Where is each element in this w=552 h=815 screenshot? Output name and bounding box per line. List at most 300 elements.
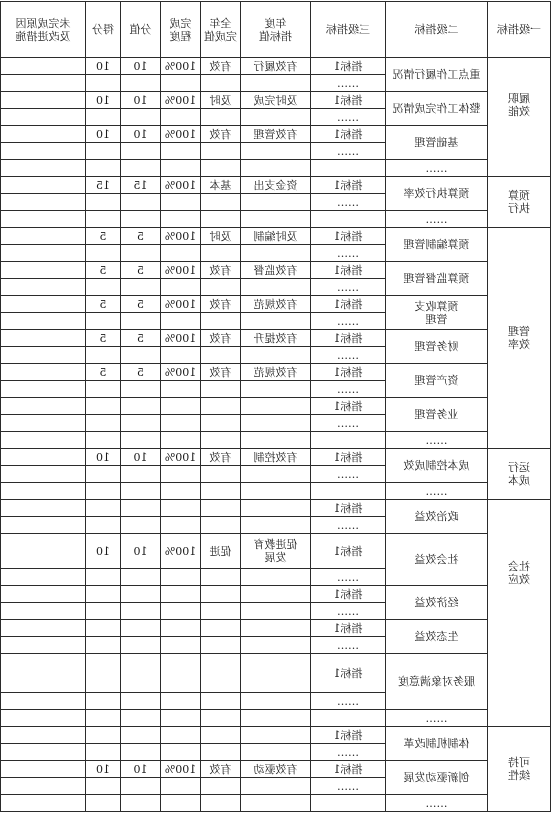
weight-cell: 10 xyxy=(121,92,161,109)
annual-target-cell xyxy=(241,569,311,586)
reason-cell xyxy=(1,795,86,812)
score-cell xyxy=(86,517,121,534)
weight-cell xyxy=(121,466,161,483)
score-cell xyxy=(86,637,121,654)
annual-target-cell: 有效控制 xyxy=(241,449,311,466)
reason-cell xyxy=(1,603,86,620)
annual-actual-cell xyxy=(201,483,241,500)
score-cell xyxy=(86,466,121,483)
weight-cell xyxy=(121,194,161,211)
annual-actual-cell: 及时 xyxy=(201,92,241,109)
score-cell xyxy=(86,75,121,92)
weight-cell xyxy=(121,432,161,449)
annual-target-cell xyxy=(241,693,311,710)
annual-actual-cell xyxy=(201,432,241,449)
level3-indicator-header: 三级指标 xyxy=(311,2,386,58)
level2-indicator-cell: 创新驱动发展 xyxy=(386,761,488,795)
reason-cell xyxy=(1,432,86,449)
annual-actual-cell: 及时 xyxy=(201,228,241,245)
completion-rate-cell xyxy=(161,727,201,744)
level3-indicator-cell xyxy=(311,211,386,228)
weight-header: 分值 xyxy=(121,2,161,58)
reason-cell xyxy=(1,483,86,500)
weight-cell: 5 xyxy=(121,228,161,245)
level2-indicator-cell: 体制机制改革 xyxy=(386,727,488,761)
annual-actual-cell xyxy=(201,415,241,432)
weight-cell xyxy=(121,483,161,500)
level2-indicator-cell: 成本控制成效 xyxy=(386,449,488,483)
score-cell: 5 xyxy=(86,228,121,245)
level3-indicator-cell: 指标1 xyxy=(311,177,386,194)
level2-indicator-cell: 预算执行效率 xyxy=(386,177,488,211)
annual-actual-cell xyxy=(201,109,241,126)
reason-cell xyxy=(1,569,86,586)
annual-target-cell xyxy=(241,143,311,160)
level1-indicator-cell: 履职 效能 xyxy=(488,58,551,177)
reason-cell xyxy=(1,466,86,483)
level3-indicator-cell: …… xyxy=(311,347,386,364)
completion-rate-cell: 100% xyxy=(161,262,201,279)
weight-cell xyxy=(121,603,161,620)
annual-actual-cell xyxy=(201,637,241,654)
level3-indicator-cell: …… xyxy=(311,194,386,211)
level2-indicator-cell: 整体工作完成情况 xyxy=(386,92,488,126)
annual-actual-cell xyxy=(201,398,241,415)
annual-actual-header: 全年 完成值 xyxy=(201,2,241,58)
table-row xyxy=(1,330,551,347)
level2-indicator-cell: 预算编制管理 xyxy=(386,228,488,262)
level3-indicator-cell: 指标1 xyxy=(311,761,386,778)
completion-rate-cell xyxy=(161,313,201,330)
reason-cell xyxy=(1,727,86,744)
annual-target-cell: 有效规范 xyxy=(241,364,311,381)
reason-cell xyxy=(1,160,86,177)
completion-rate-cell: 100% xyxy=(161,177,201,194)
weight-cell: 10 xyxy=(121,449,161,466)
level3-indicator-cell: 指标1 xyxy=(311,620,386,637)
level3-indicator-cell: …… xyxy=(311,381,386,398)
table-row xyxy=(1,483,551,500)
annual-actual-cell xyxy=(201,778,241,795)
completion-rate-cell xyxy=(161,654,201,693)
completion-rate-cell xyxy=(161,347,201,364)
weight-cell xyxy=(121,744,161,761)
weight-cell: 5 xyxy=(121,364,161,381)
annual-actual-cell: 有效 xyxy=(201,262,241,279)
level3-indicator-cell: 指标1 xyxy=(311,364,386,381)
annual-actual-cell xyxy=(201,160,241,177)
level3-indicator-cell: …… xyxy=(311,744,386,761)
level3-indicator-cell: 指标1 xyxy=(311,500,386,517)
table-row xyxy=(1,620,551,637)
weight-cell xyxy=(121,654,161,693)
completion-rate-cell: 100% xyxy=(161,761,201,778)
reason-cell xyxy=(1,620,86,637)
level2-indicator-cell: …… xyxy=(386,160,488,177)
annual-target-header: 年度 指标值 xyxy=(241,2,311,58)
reason-cell xyxy=(1,347,86,364)
level2-indicator-cell: 政治效益 xyxy=(386,500,488,534)
reason-cell xyxy=(1,262,86,279)
annual-actual-cell: 有效 xyxy=(201,330,241,347)
completion-rate-cell xyxy=(161,279,201,296)
level2-indicator-cell: 基础管理 xyxy=(386,126,488,160)
completion-rate-cell: 100% xyxy=(161,92,201,109)
annual-target-cell xyxy=(241,347,311,364)
reason-cell xyxy=(1,500,86,517)
weight-cell: 10 xyxy=(121,58,161,75)
score-cell: 10 xyxy=(86,92,121,109)
reason-cell xyxy=(1,211,86,228)
table-row xyxy=(1,449,551,466)
level3-indicator-cell: …… xyxy=(311,693,386,710)
weight-cell: 10 xyxy=(121,534,161,569)
reason-cell xyxy=(1,637,86,654)
annual-actual-cell xyxy=(201,75,241,92)
reason-cell xyxy=(1,279,86,296)
annual-target-cell: 及时编制 xyxy=(241,228,311,245)
completion-rate-cell xyxy=(161,143,201,160)
level3-indicator-cell: …… xyxy=(311,517,386,534)
table-row xyxy=(1,126,551,143)
annual-target-cell xyxy=(241,466,311,483)
score-cell: 10 xyxy=(86,761,121,778)
weight-cell xyxy=(121,795,161,812)
weight-cell xyxy=(121,586,161,603)
level2-indicator-cell: …… xyxy=(386,483,488,500)
annual-actual-cell: 有效 xyxy=(201,761,241,778)
score-cell xyxy=(86,415,121,432)
annual-actual-cell: 有效 xyxy=(201,126,241,143)
table-row xyxy=(1,58,551,75)
level3-indicator-cell: 指标1 xyxy=(311,398,386,415)
level3-indicator-cell xyxy=(311,795,386,812)
completion-rate-cell xyxy=(161,603,201,620)
table-row xyxy=(1,160,551,177)
annual-target-cell xyxy=(241,620,311,637)
annual-target-cell: 有效管理 xyxy=(241,126,311,143)
level3-indicator-cell: 指标1 xyxy=(311,330,386,347)
table-row xyxy=(1,586,551,603)
annual-target-cell xyxy=(241,313,311,330)
annual-target-cell xyxy=(241,415,311,432)
annual-target-cell: 有效履行 xyxy=(241,58,311,75)
level1-indicator-cell: 社会 效应 xyxy=(488,500,551,727)
score-cell xyxy=(86,654,121,693)
annual-actual-cell xyxy=(201,586,241,603)
level3-indicator-cell: 指标1 xyxy=(311,92,386,109)
annual-target-cell xyxy=(241,483,311,500)
annual-actual-cell xyxy=(201,194,241,211)
table-row xyxy=(1,500,551,517)
score-cell xyxy=(86,313,121,330)
score-cell xyxy=(86,710,121,727)
reason-cell xyxy=(1,744,86,761)
reason-cell xyxy=(1,296,86,313)
completion-rate-cell xyxy=(161,245,201,262)
annual-target-cell xyxy=(241,795,311,812)
score-cell xyxy=(86,744,121,761)
annual-target-cell xyxy=(241,279,311,296)
level1-indicator-cell: 可持 续性 xyxy=(488,727,551,812)
table-row xyxy=(1,432,551,449)
completion-rate-cell xyxy=(161,75,201,92)
score-cell xyxy=(86,245,121,262)
annual-target-cell xyxy=(241,381,311,398)
weight-cell: 5 xyxy=(121,330,161,347)
reason-cell xyxy=(1,517,86,534)
level3-indicator-cell: …… xyxy=(311,569,386,586)
level3-indicator-cell: 指标1 xyxy=(311,228,386,245)
completion-rate-cell: 100% xyxy=(161,296,201,313)
level3-indicator-cell xyxy=(311,710,386,727)
score-cell xyxy=(86,778,121,795)
annual-actual-cell xyxy=(201,279,241,296)
weight-cell xyxy=(121,710,161,727)
annual-actual-cell xyxy=(201,381,241,398)
score-header: 得分 xyxy=(86,2,121,58)
annual-target-cell xyxy=(241,727,311,744)
annual-actual-cell xyxy=(201,143,241,160)
weight-cell xyxy=(121,500,161,517)
annual-actual-cell xyxy=(201,620,241,637)
table-row xyxy=(1,795,551,812)
annual-target-cell xyxy=(241,586,311,603)
level1-indicator-cell: 管理 效率 xyxy=(488,228,551,449)
completion-rate-cell xyxy=(161,620,201,637)
level3-indicator-cell: 指标1 xyxy=(311,727,386,744)
level2-indicator-cell: 重点工作履行情况 xyxy=(386,58,488,92)
reason-cell xyxy=(1,415,86,432)
table-row xyxy=(1,364,551,381)
weight-cell: 15 xyxy=(121,177,161,194)
weight-cell xyxy=(121,620,161,637)
level3-indicator-cell: …… xyxy=(311,109,386,126)
level1-indicator-cell: 运行 成本 xyxy=(488,449,551,500)
table-row xyxy=(1,211,551,228)
reason-cell xyxy=(1,313,86,330)
score-cell xyxy=(86,795,121,812)
score-cell xyxy=(86,279,121,296)
completion-rate-cell xyxy=(161,500,201,517)
score-cell: 10 xyxy=(86,58,121,75)
completion-rate-cell xyxy=(161,194,201,211)
weight-cell xyxy=(121,143,161,160)
weight-cell xyxy=(121,415,161,432)
level3-indicator-cell xyxy=(311,432,386,449)
completion-rate-cell: 100% xyxy=(161,126,201,143)
table-row xyxy=(1,262,551,279)
indicator-table xyxy=(0,1,551,812)
reason-cell xyxy=(1,330,86,347)
annual-actual-cell xyxy=(201,727,241,744)
annual-target-cell xyxy=(241,109,311,126)
reason-cell xyxy=(1,364,86,381)
weight-cell xyxy=(121,245,161,262)
level3-indicator-cell: 指标1 xyxy=(311,586,386,603)
level3-indicator-cell: 指标1 xyxy=(311,58,386,75)
reason-cell xyxy=(1,177,86,194)
level2-indicator-cell: 预算监督管理 xyxy=(386,262,488,296)
annual-actual-cell xyxy=(201,710,241,727)
table-row xyxy=(1,710,551,727)
annual-target-cell xyxy=(241,654,311,693)
level2-indicator-cell: 经济效益 xyxy=(386,586,488,620)
completion-rate-cell xyxy=(161,795,201,812)
level2-indicator-cell: 财务管理 xyxy=(386,330,488,364)
level2-indicator-cell: 预算收支 管理 xyxy=(386,296,488,330)
score-cell: 5 xyxy=(86,296,121,313)
weight-cell xyxy=(121,279,161,296)
annual-actual-cell xyxy=(201,654,241,693)
reason-cell xyxy=(1,710,86,727)
annual-target-cell: 有效提升 xyxy=(241,330,311,347)
completion-rate-cell xyxy=(161,415,201,432)
level3-indicator-cell: …… xyxy=(311,143,386,160)
reason-cell xyxy=(1,778,86,795)
weight-cell: 10 xyxy=(121,126,161,143)
table-row xyxy=(1,92,551,109)
annual-actual-cell: 有效 xyxy=(201,449,241,466)
annual-actual-cell xyxy=(201,603,241,620)
reason-cell xyxy=(1,693,86,710)
completion-rate-cell xyxy=(161,109,201,126)
score-cell: 5 xyxy=(86,330,121,347)
weight-cell xyxy=(121,381,161,398)
score-cell: 5 xyxy=(86,364,121,381)
weight-cell xyxy=(121,211,161,228)
table-row xyxy=(1,534,551,569)
annual-actual-cell xyxy=(201,466,241,483)
score-cell xyxy=(86,160,121,177)
reason-cell xyxy=(1,92,86,109)
completion-rate-cell xyxy=(161,637,201,654)
completion-rate-cell: 100% xyxy=(161,534,201,569)
annual-actual-cell xyxy=(201,795,241,812)
level3-indicator-cell: 指标1 xyxy=(311,126,386,143)
completion-rate-cell: 100% xyxy=(161,330,201,347)
performance-evaluation-table xyxy=(1,1,551,812)
reason-cell xyxy=(1,126,86,143)
completion-rate-header: 完成 程度 xyxy=(161,2,201,58)
completion-rate-cell: 100% xyxy=(161,364,201,381)
level3-indicator-cell xyxy=(311,483,386,500)
completion-rate-cell xyxy=(161,466,201,483)
score-cell xyxy=(86,194,121,211)
level2-indicator-header: 二级指标 xyxy=(386,2,488,58)
reason-cell xyxy=(1,58,86,75)
score-cell xyxy=(86,603,121,620)
annual-target-cell: 有效规范 xyxy=(241,296,311,313)
reason-cell xyxy=(1,398,86,415)
weight-cell xyxy=(121,398,161,415)
annual-actual-cell xyxy=(201,245,241,262)
annual-target-cell xyxy=(241,500,311,517)
completion-rate-cell: 100% xyxy=(161,228,201,245)
level2-indicator-cell: 业务管理 xyxy=(386,398,488,432)
completion-rate-cell xyxy=(161,586,201,603)
level2-indicator-cell: 社会效益 xyxy=(386,534,488,586)
completion-rate-cell xyxy=(161,778,201,795)
annual-actual-cell xyxy=(201,693,241,710)
annual-target-cell xyxy=(241,398,311,415)
table-row xyxy=(1,296,551,313)
reason-cell xyxy=(1,761,86,778)
completion-rate-cell: 100% xyxy=(161,449,201,466)
level3-indicator-cell xyxy=(311,160,386,177)
level3-indicator-cell: …… xyxy=(311,415,386,432)
annual-actual-cell xyxy=(201,569,241,586)
completion-rate-cell xyxy=(161,744,201,761)
weight-cell xyxy=(121,569,161,586)
annual-actual-cell xyxy=(201,517,241,534)
annual-target-cell xyxy=(241,603,311,620)
table-row xyxy=(1,761,551,778)
level2-indicator-cell: …… xyxy=(386,432,488,449)
score-cell: 10 xyxy=(86,534,121,569)
score-cell xyxy=(86,500,121,517)
annual-actual-cell xyxy=(201,744,241,761)
level3-indicator-cell: 指标1 xyxy=(311,449,386,466)
weight-cell xyxy=(121,160,161,177)
weight-cell xyxy=(121,778,161,795)
reason-cell xyxy=(1,245,86,262)
table-row xyxy=(1,654,551,693)
weight-cell xyxy=(121,109,161,126)
annual-target-cell: 资金支出 xyxy=(241,177,311,194)
level1-indicator-cell: 预算 执行 xyxy=(488,177,551,228)
annual-actual-cell: 有效 xyxy=(201,58,241,75)
level2-indicator-cell: …… xyxy=(386,211,488,228)
annual-target-cell xyxy=(241,637,311,654)
completion-rate-cell xyxy=(161,710,201,727)
score-cell xyxy=(86,432,121,449)
level2-indicator-cell: …… xyxy=(386,710,488,727)
completion-rate-cell xyxy=(161,381,201,398)
score-cell xyxy=(86,569,121,586)
weight-cell xyxy=(121,637,161,654)
score-cell xyxy=(86,109,121,126)
annual-target-cell xyxy=(241,245,311,262)
level2-indicator-cell: …… xyxy=(386,795,488,812)
completion-rate-cell: 100% xyxy=(161,58,201,75)
annual-target-cell: 有效监督 xyxy=(241,262,311,279)
completion-rate-cell xyxy=(161,569,201,586)
score-cell xyxy=(86,586,121,603)
score-cell: 10 xyxy=(86,449,121,466)
annual-target-cell xyxy=(241,778,311,795)
weight-cell xyxy=(121,347,161,364)
completion-rate-cell xyxy=(161,517,201,534)
annual-target-cell xyxy=(241,710,311,727)
level3-indicator-cell: 指标1 xyxy=(311,654,386,693)
annual-target-cell xyxy=(241,75,311,92)
level3-indicator-cell: 指标1 xyxy=(311,296,386,313)
annual-target-cell xyxy=(241,432,311,449)
table-row xyxy=(1,228,551,245)
score-cell: 5 xyxy=(86,262,121,279)
level3-indicator-cell: …… xyxy=(311,466,386,483)
table-row xyxy=(1,727,551,744)
reason-cell xyxy=(1,143,86,160)
annual-actual-cell: 有效 xyxy=(201,364,241,381)
score-cell xyxy=(86,211,121,228)
reason-cell xyxy=(1,109,86,126)
score-cell xyxy=(86,727,121,744)
level2-indicator-cell: 服务对象满意度 xyxy=(386,654,488,710)
completion-rate-cell xyxy=(161,432,201,449)
weight-cell: 5 xyxy=(121,296,161,313)
